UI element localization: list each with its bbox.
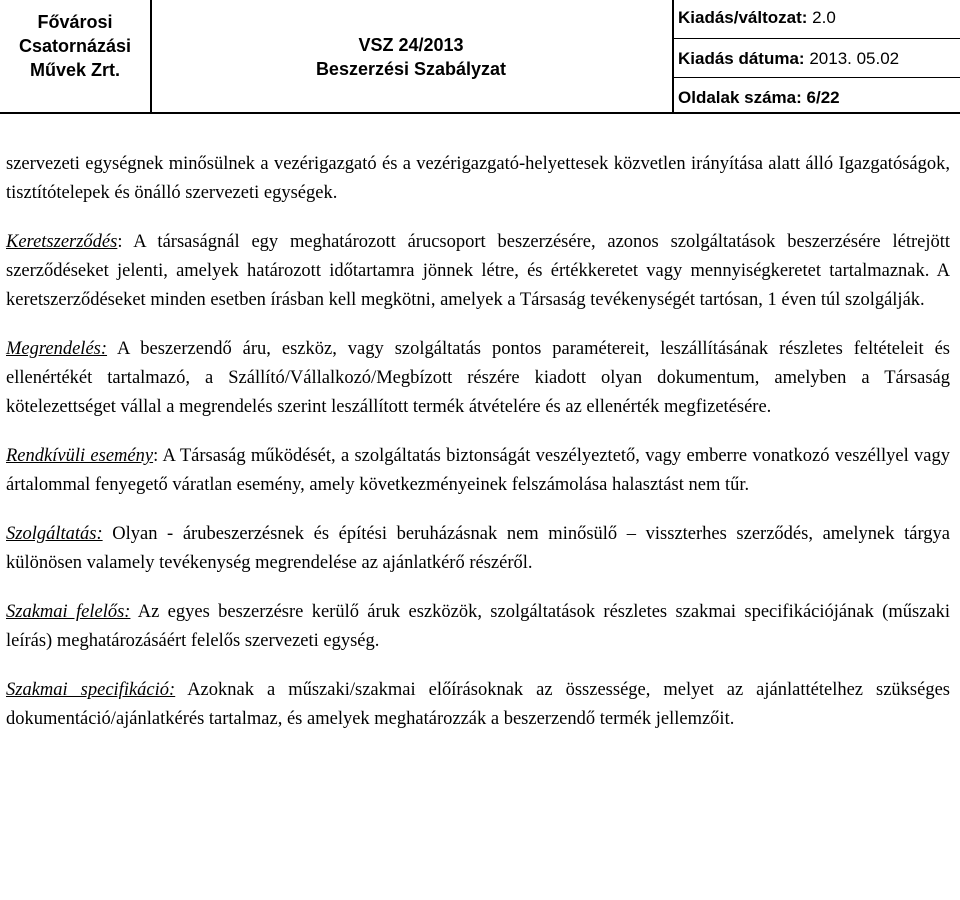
org-line-1: Fővárosi [37,12,113,32]
header-bottom-border [0,112,960,114]
definition-term: Szolgáltatás: [6,524,103,544]
document-title-cell [150,0,674,112]
document-header [0,0,960,112]
org-line-2: Csatornázási [18,36,132,56]
definition-term: Keretszerződés [6,232,118,252]
definition-continuation [6,150,950,208]
term-separator: : [153,446,159,466]
definition-term: Szakmai specifikáció: [6,680,176,700]
definition-term: Megrendelés: [6,339,108,359]
document-body [6,150,950,754]
definition-keretszerzodes [6,228,950,315]
definition-megrendeles [6,335,950,422]
issue-date-info [678,49,899,69]
definition-text: Azoknak a műszaki/szakmai előírásoknak az összessége, melyet az ajánlattételhez szükséges dokumentáció/ajánlatkérés tartalmaz, és amelyek meghatározzák a beszerzendő termék jellemzőit. [6,680,950,729]
issue-date-value: 2013. 05.02 [809,49,900,68]
paragraph-text: szervezeti egységnek minősülnek a vezérigazgató és a vezérigazgató-helyettesek közvetlen irányítása alatt álló Igazgatóságok, tisztítótelepek és önálló szervezeti egységek. [6,154,950,203]
definition-term: Szakmai felelős: [6,602,131,622]
version-value: 2.0 [812,8,836,27]
term-separator: : [117,232,123,252]
definition-szolgaltatas [6,520,950,578]
document-title [150,33,672,81]
document-meta-cell [672,0,960,112]
document-name: Beszerzési Szabályzat [315,59,507,79]
document-code: VSZ 24/2013 [358,35,464,55]
meta-divider [672,38,960,39]
page-count-value: 6/22 [806,88,840,107]
definition-text: Az egyes beszerzésre kerülő áruk eszközök, szolgáltatások részletes szakmai specifikációjának (műszaki leírás) meghatározásáért felelős szervezeti egység. [6,602,950,651]
definition-text: A beszerzendő áru, eszköz, vagy szolgáltatás pontos paramétereit, leszállításának részletes feltételeit és ellenértékét tartalmazó, a Szállító/Vállalkozó/Megbízott részére kiadott olyan dokumentum, amelyben a Társaság kötelezettséget vállal a megrendelés szerint leszállított termék átvételére és az ellenérték megfizetésére. [6,339,950,417]
definition-term: Rendkívüli esemény [6,446,154,466]
meta-divider [672,77,960,78]
page-count-label: Oldalak száma: [678,88,802,107]
page-count-info [678,88,840,108]
definition-szakmai-felelos [6,598,950,656]
definition-text: Olyan - árubeszerzésnek és építési beruházásnak nem minősülő – visszterhes szerződés, amelynek tárgya különösen valamely tevékenység megrendelése az ajánlatkérő részéről. [6,524,950,573]
version-info [678,8,836,28]
issue-date-label: Kiadás dátuma: [678,49,805,68]
definition-text: A Társaság működését, a szolgáltatás biztonságát veszélyeztető, vagy emberre vonatkozó veszéllyel vagy ártalommal fenyegető váratlan esemény, amely következményeinek felszámolása halasztást nem tűr. [6,446,951,495]
definition-text: A társaságnál egy meghatározott árucsoport beszerzésére, azonos szolgáltatások beszerzésére létrejött szerződéseket jelenti, amelyek határozott időtartamra jönnek létre, és értékkeretet vagy mennyiségkeretet tartalmaznak. A keretszerződéseket minden esetben írásban kell megkötni, amelyek a Társaság tevékenységét tartósan, 1 éven túl szolgálják. [6,232,950,310]
organization-cell [0,0,152,112]
version-label: Kiadás/változat: [678,8,808,27]
org-line-3: Művek Zrt. [29,60,121,80]
definition-rendkivuli-esemeny [6,442,950,500]
organization-name [0,10,150,82]
definition-szakmai-specifikacio [6,676,950,734]
